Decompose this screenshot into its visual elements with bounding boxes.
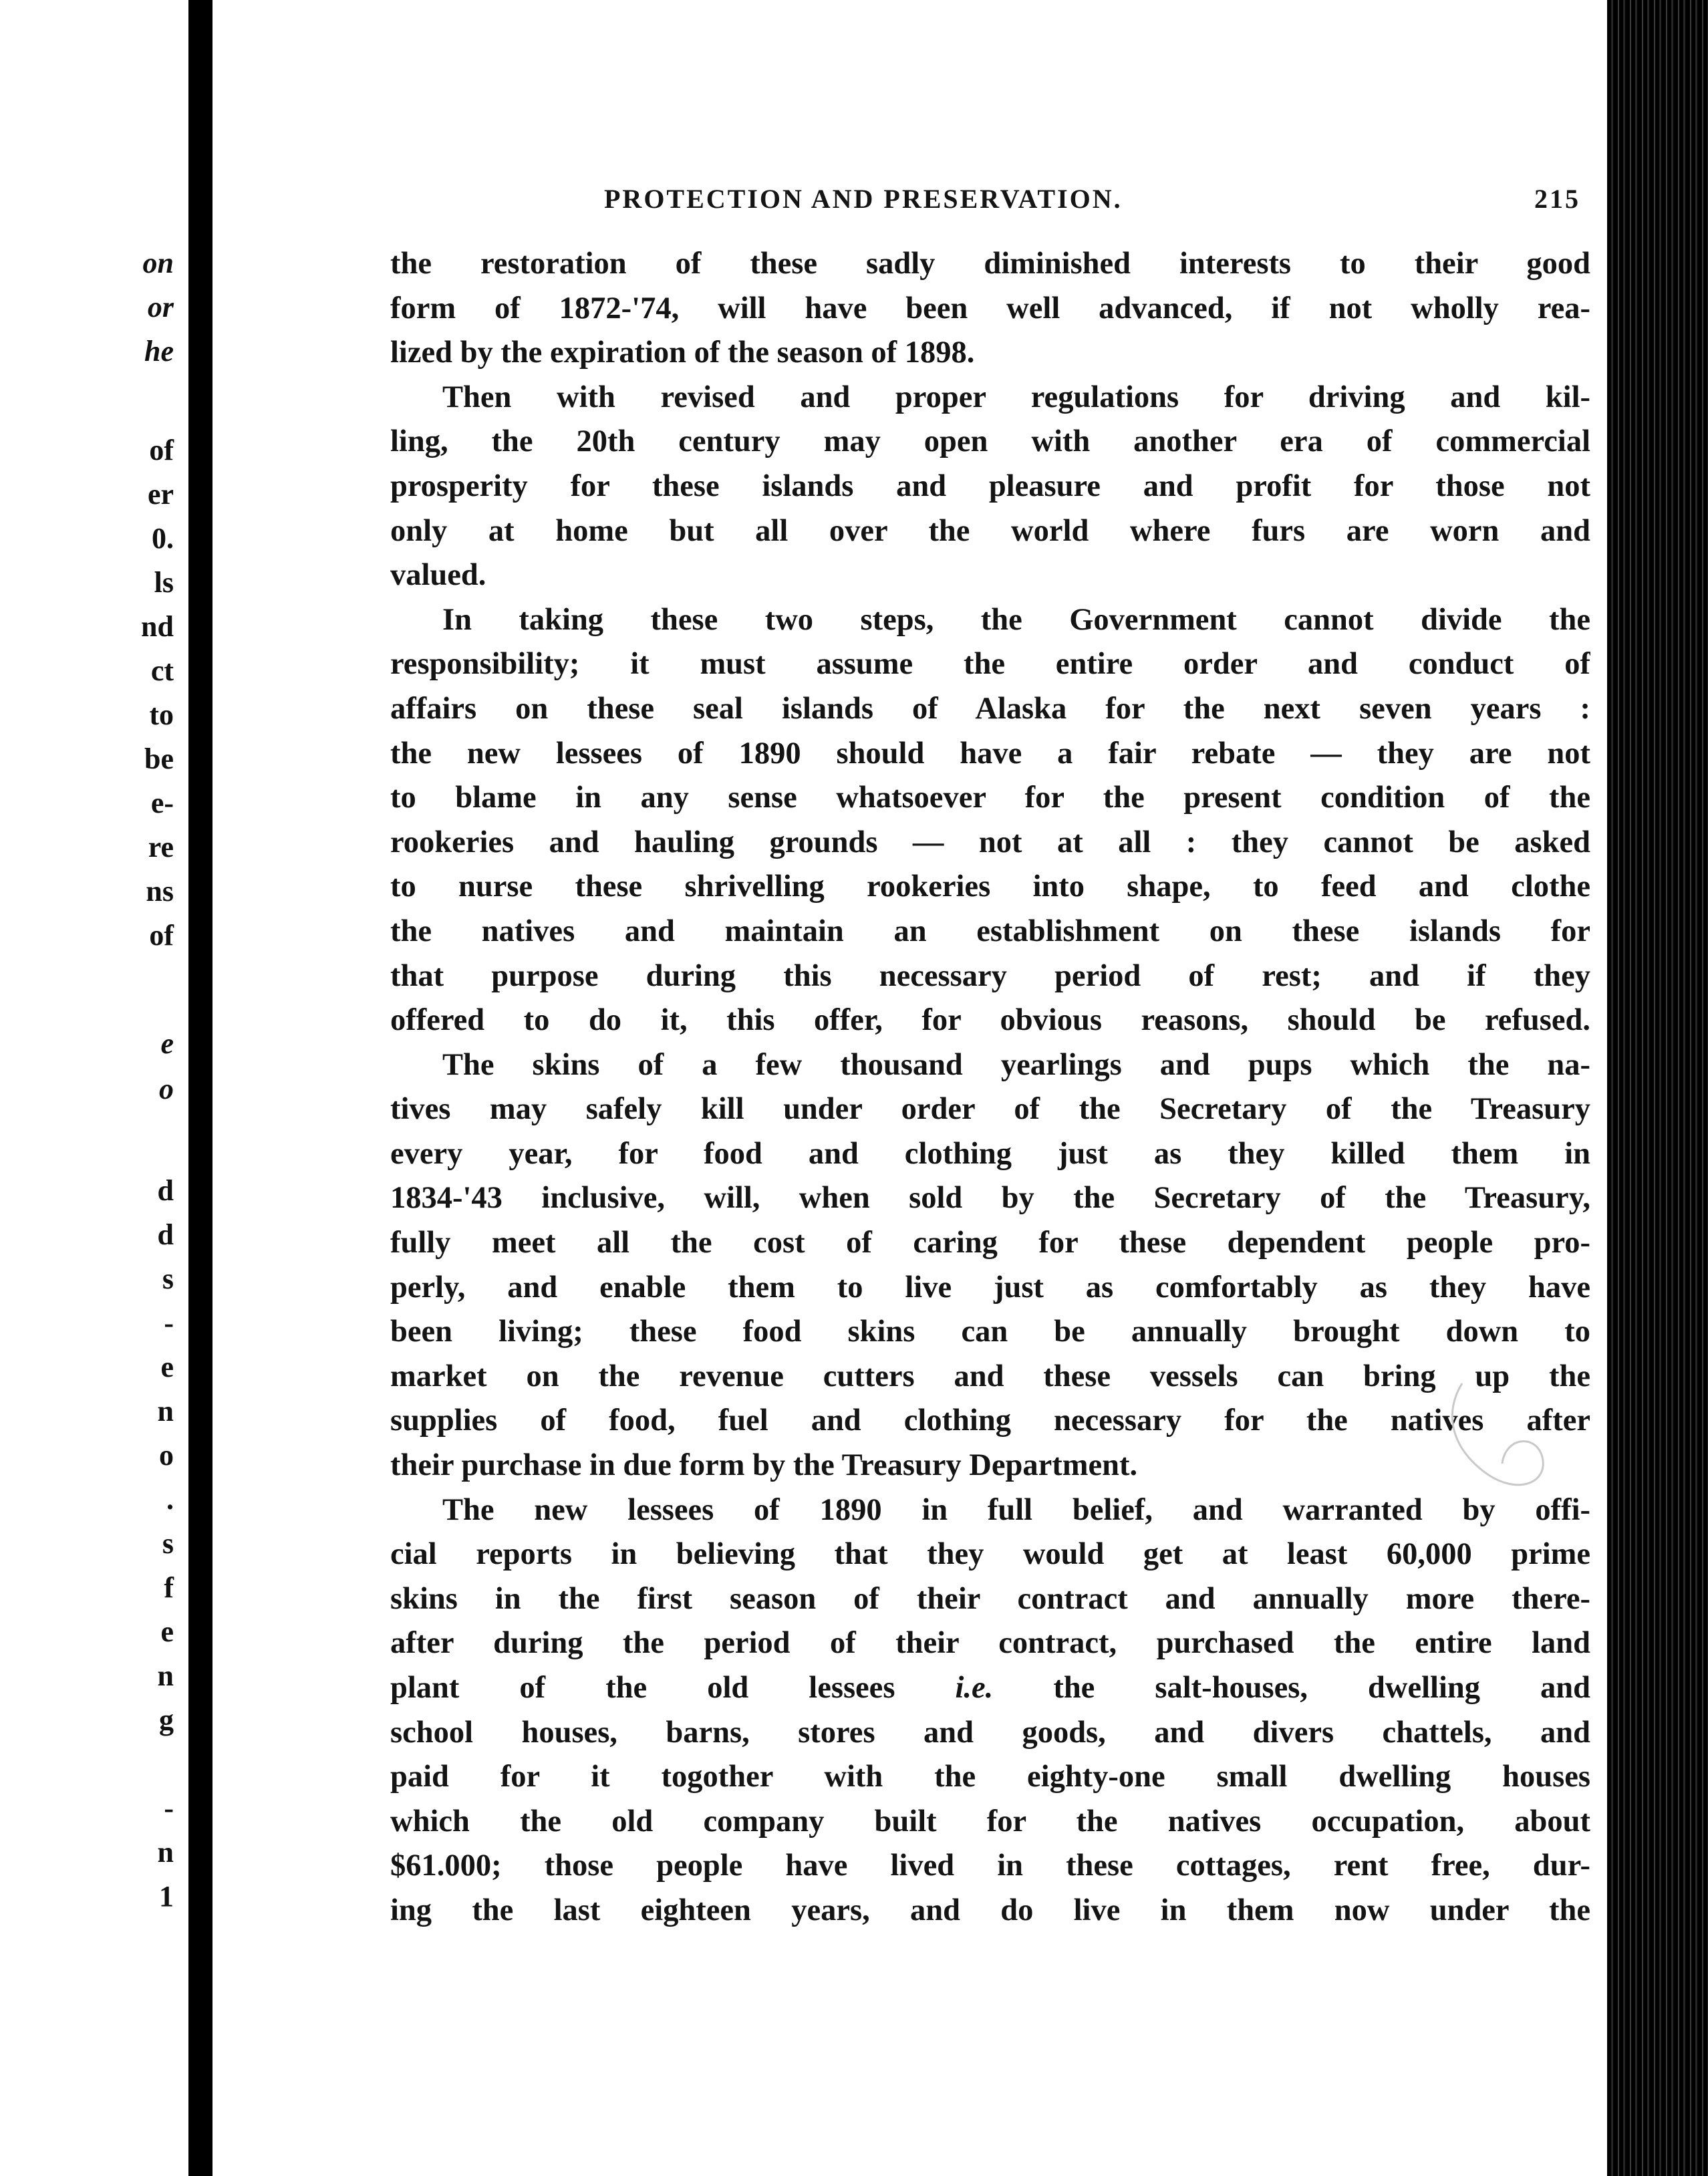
fragment: er	[147, 478, 174, 511]
fragment: o	[159, 1073, 174, 1105]
fragment: on	[142, 247, 174, 279]
text-line: supplies of food, fuel and clothing necessary for the natives after	[390, 1403, 1590, 1438]
fragment: e-	[150, 787, 174, 819]
text-line: every year, for food and clothing just as they killed them in	[390, 1136, 1590, 1171]
running-head: PROTECTION AND PRESERVATION.	[604, 184, 1123, 214]
text-line: In taking these two steps, the Government cannot divide the	[442, 602, 1590, 637]
fragment: of	[149, 919, 174, 952]
text-line: rookeries and hauling grounds — not at all : they cannot be asked	[390, 825, 1590, 859]
text-line: valued.	[390, 558, 486, 593]
text-line: that purpose during this necessary period of rest; and if they	[390, 958, 1590, 993]
text-line: form of 1872-'74, will have been well advanced, if not wholly rea-	[390, 291, 1590, 325]
text-line-mixed	[390, 1666, 1590, 1711]
fragment: d	[157, 1174, 174, 1207]
text-line: offered to do it, this offer, for obvious reasons, should be refused.	[390, 1003, 1590, 1038]
text-line: fully meet all the cost of caring for these dependent people pro-	[390, 1226, 1590, 1260]
fragment: -	[164, 1792, 174, 1824]
text-line: market on the revenue cutters and these vessels can bring up the	[390, 1359, 1590, 1393]
fragment: re	[148, 831, 174, 863]
text-line: to blame in any sense whatsoever for the present condition of the	[390, 781, 1590, 815]
fragment: f	[164, 1571, 174, 1604]
text-line: The new lessees of 1890 in full belief, and warranted by offi-	[442, 1492, 1590, 1527]
fragment: e	[160, 1027, 174, 1060]
fragment: d	[157, 1218, 174, 1251]
fragment: -	[164, 1307, 174, 1339]
fragment: ns	[146, 875, 174, 908]
scan-artifact-stroke	[1452, 1383, 1543, 1485]
book-gutter	[188, 0, 212, 2176]
text-line: ling, the 20th century may open with another era of commercial	[390, 424, 1590, 459]
fragment: o	[159, 1439, 174, 1472]
fragment: ls	[154, 566, 174, 599]
text-line: to nurse these shrivelling rookeries into shape, to feed and clothe	[390, 869, 1590, 904]
text-line: the natives and maintain an establishment on these islands for	[390, 914, 1590, 948]
fragment: of	[149, 434, 174, 466]
fragment: s	[162, 1527, 174, 1560]
text-line: ing the last eighteen years, and do live in them now under the	[390, 1893, 1590, 1927]
fragment: .	[166, 1483, 174, 1516]
scan-artifact-curl	[1442, 1370, 1569, 1524]
text-segment: plant of the old lessees	[390, 1671, 895, 1705]
fragment: ct	[150, 654, 174, 687]
book-page	[212, 0, 1607, 2176]
page-number: 215	[1534, 184, 1580, 214]
body-text	[390, 242, 1593, 1933]
text-line: responsibility; it must assume the entire order and conduct of	[390, 647, 1590, 682]
text-line: 1834-'43 inclusive, will, when sold by the Secretary of the Treasury,	[390, 1181, 1590, 1216]
text-segment-italic: i.e.	[955, 1671, 994, 1705]
fragment: to	[149, 698, 174, 731]
text-line: the new lessees of 1890 should have a fair rebate — they are not	[390, 736, 1590, 771]
book-edge	[1607, 0, 1708, 2176]
text-line: which the old company built for the natives occupation, about	[390, 1804, 1590, 1839]
text-line: prosperity for these islands and pleasure and profit for those not	[390, 468, 1590, 503]
text-line: only at home but all over the world where furs are worn and	[390, 513, 1590, 548]
text-line: been living; these food skins can be annually brought down to	[390, 1315, 1590, 1349]
fragment: 1	[159, 1880, 174, 1913]
fragment: n	[157, 1836, 174, 1869]
fragment: g	[159, 1704, 174, 1736]
text-line: $61.000; those people have lived in these cottages, rent free, dur-	[390, 1849, 1590, 1883]
fragment: e	[160, 1615, 174, 1648]
text-line: after during the period of their contract, purchased the entire land	[390, 1626, 1590, 1661]
text-line: skins in the first season of their contract and annually more there-	[390, 1581, 1590, 1616]
text-line: affairs on these seal islands of Alaska for the next seven years :	[390, 691, 1590, 726]
text-line: cial reports in believing that they would get at least 60,000 prime	[390, 1537, 1590, 1572]
fragment: n	[157, 1395, 174, 1427]
text-line: perly, and enable them to live just as comfortably as they have	[390, 1270, 1590, 1305]
text-line: The skins of a few thousand yearlings and pups which the na-	[442, 1047, 1590, 1082]
fragment: be	[144, 742, 174, 775]
fragment: nd	[141, 610, 174, 643]
fragment: e	[160, 1351, 174, 1383]
text-line: lized by the expiration of the season of 1898.	[390, 335, 975, 370]
fragment: or	[147, 291, 174, 323]
text-line: paid for it togother with the eighty-one small dwelling houses	[390, 1760, 1590, 1794]
text-line: tives may safely kill under order of the Secretary of the Treasury	[390, 1092, 1590, 1127]
text-line: the restoration of these sadly diminished interests to their good	[390, 247, 1590, 281]
fragment: n	[157, 1659, 174, 1692]
page-header	[604, 183, 1606, 223]
fragment: he	[144, 335, 174, 368]
fragment: s	[162, 1262, 174, 1295]
text-line: their purchase in due form by the Treasury Department.	[390, 1448, 1138, 1483]
text-line: Then with revised and proper regulations for driving and kil-	[442, 380, 1590, 414]
fragment: 0.	[152, 522, 174, 555]
text-segment: the salt-houses, dwelling and	[1053, 1671, 1590, 1705]
text-line: school houses, barns, stores and goods, and divers chattels, and	[390, 1715, 1590, 1750]
facing-page-fragment	[0, 0, 188, 2176]
